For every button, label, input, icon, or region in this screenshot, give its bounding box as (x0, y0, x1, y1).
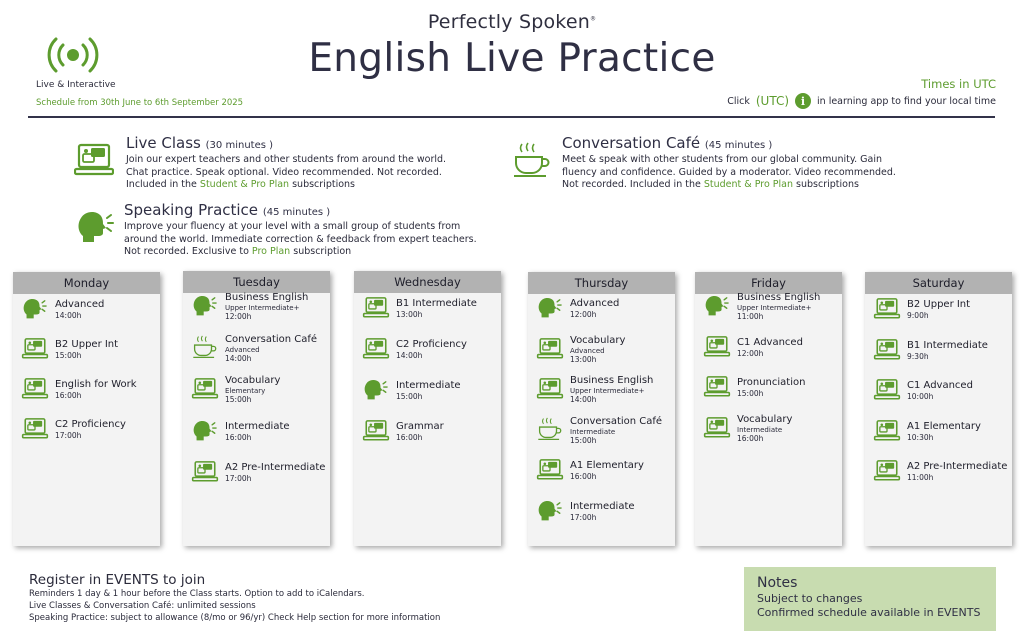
session-time: 14:00h (55, 311, 82, 320)
laptop-chat-icon (536, 335, 564, 365)
session-name: Intermediate (396, 380, 461, 391)
live-class-line: subscriptions (289, 179, 355, 190)
speaking-line: around the world. Immediate correction & feedback from expert teachers. (124, 233, 477, 245)
plan-link: Student & Pro Plan (199, 179, 290, 190)
session-time: 17:00h (225, 474, 252, 483)
cafe-description (562, 135, 962, 192)
day-header: Friday (695, 272, 842, 294)
notes-line: Subject to changes (757, 592, 863, 605)
register-info-line: Live Classes & Conversation Café: unlimited sessions (29, 601, 256, 611)
session-item (362, 417, 444, 447)
day-header: Saturday (865, 272, 1012, 294)
session-name: C1 Advanced (737, 336, 803, 348)
session-name: B2 Upper Int (907, 299, 971, 310)
session-level: Intermediate (570, 427, 616, 436)
session-time: 16:00h (570, 472, 597, 481)
session-name: Advanced (55, 299, 105, 310)
day-header: Tuesday (183, 271, 330, 293)
laptop-chat-icon (191, 375, 219, 405)
day-column-saturday (865, 272, 1012, 546)
session-time: 15:00h (396, 392, 423, 401)
live-class-description (126, 135, 486, 192)
session-name: C1 Advanced (907, 380, 973, 391)
speaking-head-icon (191, 292, 219, 322)
session-level: Advanced (225, 345, 260, 354)
session-item (873, 295, 970, 325)
speaking-line: Improve your fluency at your level with a small group of students from (124, 221, 461, 232)
laptop-chat-icon (21, 375, 49, 405)
session-name: A1 Elementary (907, 420, 981, 432)
session-item (21, 415, 126, 445)
day-header: Wednesday (354, 271, 501, 293)
live-class-line: Join our expert teachers and other students from around the world. (126, 154, 447, 165)
session-name: Advanced (570, 298, 620, 309)
session-name: Business English (570, 375, 654, 386)
laptop-chat-icon (74, 139, 114, 179)
session-time: 10:00h (907, 392, 934, 401)
speaking-head-icon (536, 294, 564, 324)
session-time: 15:00h (225, 395, 252, 404)
session-item (21, 375, 137, 405)
day-column-thursday (528, 272, 675, 546)
speaking-line: subscription (290, 246, 352, 257)
session-item (703, 333, 803, 363)
session-level: Upper Intermediate+ (737, 304, 812, 312)
session-time: 17:00h (55, 431, 82, 440)
session-item (191, 292, 308, 322)
session-time: 9:30h (907, 351, 929, 361)
utc-badge: (UTC) (755, 94, 790, 108)
speaking-head-icon (191, 417, 219, 447)
session-time: 16:00h (737, 433, 764, 443)
session-time: 10:30h (907, 432, 934, 442)
session-item (191, 458, 325, 488)
day-header: Monday (13, 272, 160, 294)
session-item (21, 335, 118, 365)
session-name: Business English (225, 292, 309, 303)
utc-hint-line (727, 93, 996, 109)
session-time: 12:00h (225, 312, 252, 321)
notes-line: Confirmed schedule available in EVENTS (757, 606, 981, 619)
brand-name: Perfectly Spoken (427, 11, 590, 33)
session-time: 12:00h (570, 310, 597, 319)
speaking-title: Speaking Practice (124, 201, 259, 219)
session-time: 13:00h (396, 310, 423, 319)
session-name: B2 Upper Int (55, 339, 119, 350)
header-divider (28, 116, 995, 118)
session-item (703, 292, 820, 322)
session-name: Grammar (396, 421, 444, 432)
session-item (873, 376, 973, 406)
laptop-chat-icon (21, 415, 49, 445)
page-title: English Live Practice (308, 36, 716, 81)
session-item (536, 497, 635, 527)
session-name: Intermediate (225, 420, 290, 432)
session-name: Intermediate (570, 500, 635, 512)
session-name: C2 Proficiency (396, 339, 467, 350)
speaking-head-icon (536, 497, 564, 527)
times-label: Times in UTC (921, 77, 996, 91)
laptop-chat-icon (362, 294, 390, 324)
session-item (536, 416, 662, 446)
session-time: 16:00h (225, 432, 252, 442)
laptop-chat-icon (362, 335, 390, 365)
session-name: Conversation Café (570, 415, 663, 427)
session-time: 11:00h (737, 312, 764, 321)
session-level: Intermediate (737, 425, 783, 434)
session-item (536, 294, 619, 324)
session-item (873, 457, 1007, 487)
session-item (21, 295, 104, 325)
session-name: B1 Intermediate (396, 298, 477, 309)
laptop-chat-icon (873, 417, 901, 447)
session-item (191, 334, 317, 364)
laptop-chat-icon (191, 458, 219, 488)
session-name: Pronunciation (737, 377, 806, 388)
session-item (362, 376, 461, 406)
speaking-head-icon (21, 295, 49, 325)
speaking-description (124, 202, 504, 259)
laptop-chat-icon (703, 373, 731, 403)
session-time: 14:00h (225, 353, 252, 363)
cafe-duration: (45 minutes ) (704, 140, 773, 151)
plan-link: Student & Pro Plan (703, 179, 794, 190)
live-class-line: Chat practice. Speak optional. Video recommended. Not recorded. (126, 166, 442, 178)
laptop-chat-icon (873, 295, 901, 325)
session-name: Business English (737, 292, 821, 303)
speaking-head-icon (703, 292, 731, 322)
click-label: Click (727, 95, 750, 107)
laptop-chat-icon (536, 375, 564, 405)
live-class-line: Included in the (126, 179, 200, 190)
session-time: 13:00h (570, 354, 597, 364)
cafe-line: Not recorded. Included in the (562, 179, 704, 190)
session-name: Vocabulary (225, 375, 281, 386)
brand-logo (0, 11, 1024, 33)
session-item (703, 414, 792, 444)
session-name: Conversation Café (225, 333, 318, 345)
laptop-chat-icon (703, 333, 731, 363)
live-class-description-icon (74, 139, 114, 183)
laptop-chat-icon (873, 376, 901, 406)
session-level: Advanced (570, 346, 605, 355)
session-time: 15:00h (570, 435, 597, 445)
day-column-wednesday (354, 271, 501, 546)
register-title: Register in EVENTS to join (29, 572, 206, 588)
session-name: Vocabulary (737, 413, 793, 425)
session-name: A2 Pre-Intermediate (225, 462, 326, 473)
session-level: Upper Intermediate+ (570, 387, 645, 395)
live-class-duration: (30 minutes ) (205, 140, 274, 151)
session-time: 12:00h (737, 348, 764, 358)
plan-link: Pro Plan (251, 246, 291, 257)
day-column-friday (695, 272, 842, 546)
brand-mark: ® (589, 15, 597, 23)
session-time: 11:00h (907, 473, 934, 482)
live-class-title: Live Class (126, 134, 201, 152)
schedule-range: Schedule from 30th June to 6th September 2025 (36, 98, 244, 108)
coffee-cup-icon (536, 416, 564, 446)
session-item (191, 417, 290, 447)
laptop-chat-icon (873, 336, 901, 366)
day-column-monday (13, 272, 160, 546)
register-info-line: Speaking Practice: subject to allowance (8/mo or 96/yr) Check Help section for more information (29, 613, 441, 623)
day-column-tuesday (183, 271, 330, 546)
speaking-head-icon (76, 206, 116, 246)
utc-hint: in learning app to find your local time (817, 95, 996, 107)
session-name: English for Work (55, 379, 137, 390)
session-item (362, 294, 477, 324)
session-item (536, 456, 644, 486)
session-time: 14:00h (570, 395, 597, 404)
session-time: 15:00h (737, 389, 764, 398)
session-level: Elementary (225, 387, 266, 395)
session-item (536, 335, 625, 365)
notes-title: Notes (757, 575, 798, 591)
register-info-line: Reminders 1 day & 1 hour before the Class starts. Option to add to iCalendars. (29, 589, 365, 599)
session-time: 16:00h (396, 433, 423, 442)
session-time: 17:00h (570, 512, 597, 522)
session-item (362, 335, 467, 365)
session-time: 16:00h (55, 391, 82, 400)
speaking-head-icon (362, 376, 390, 406)
speaking-duration: (45 minutes ) (262, 207, 331, 218)
session-item (703, 373, 805, 403)
cafe-title: Conversation Café (562, 134, 701, 152)
live-label: Live & Interactive (36, 80, 116, 90)
notes-box (744, 567, 996, 631)
session-item (191, 375, 280, 405)
coffee-cup-icon (191, 334, 219, 364)
laptop-chat-icon (873, 457, 901, 487)
laptop-chat-icon (21, 335, 49, 365)
laptop-chat-icon (536, 456, 564, 486)
session-name: C2 Proficiency (55, 419, 126, 430)
cafe-line: subscriptions (793, 179, 859, 190)
day-header: Thursday (528, 272, 675, 294)
laptop-chat-icon (703, 414, 731, 444)
session-item (873, 417, 981, 447)
session-time: 14:00h (396, 351, 423, 360)
session-name: A2 Pre-Intermediate (907, 461, 1008, 472)
session-time: 15:00h (55, 351, 82, 360)
session-level: Upper Intermediate+ (225, 304, 300, 312)
coffee-cup-icon (512, 140, 552, 180)
session-item (536, 375, 653, 405)
speaking-line: Not recorded. Exclusive to (124, 246, 252, 257)
info-icon: i (795, 93, 811, 109)
cafe-line: Meet & speak with other students from our global community. Gain (562, 154, 882, 165)
session-name: A1 Elementary (570, 460, 644, 471)
session-name: B1 Intermediate (907, 339, 988, 351)
session-item (873, 336, 988, 366)
cafe-line: fluency and confidence. Guided by a moderator. Video recommended. (562, 166, 896, 178)
speaking-description-icon (76, 206, 116, 250)
cafe-description-icon (512, 140, 552, 184)
session-name: Vocabulary (570, 334, 626, 346)
laptop-chat-icon (362, 417, 390, 447)
session-time: 9:00h (907, 311, 929, 320)
